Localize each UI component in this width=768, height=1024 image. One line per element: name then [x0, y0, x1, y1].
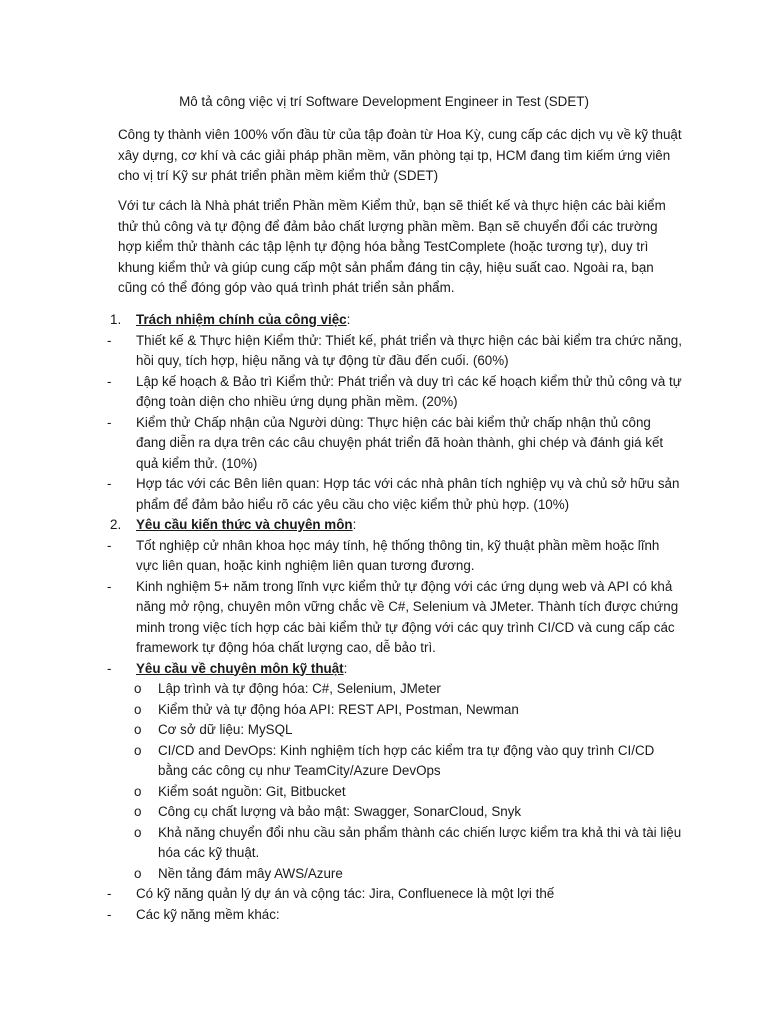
list-item-text: Kinh nghiệm 5+ năm trong lĩnh vực kiểm thử tự động với các ứng dụng web và API có khả năng mở rộng, chuyên môn vững chắc về C#, Selenium và JMeter. Thành tích được chứng minh trong việc tích hợp các bài kiểm thử tự động với các quy trình CI/CD và cung cấp các framework tự động hóa chất lượng cao, dễ bảo trì. — [136, 578, 679, 655]
section2-heading: 2. Yêu cầu kiến thức và chuyên môn: — [107, 515, 683, 536]
sub-list-item — [107, 782, 683, 803]
tech-heading: - Yêu cầu về chuyên môn kỹ thuật: — [107, 659, 683, 680]
sub-list-item — [107, 802, 683, 823]
list-item-text: Tốt nghiệp cử nhân khoa học máy tính, hệ thống thông tin, kỹ thuật phần mềm hoặc lĩnh vực liên quan, hoặc kinh nghiệm liên quan tương đương. — [136, 537, 660, 573]
sub-list-item — [107, 720, 683, 741]
list-item — [107, 577, 683, 659]
section-number: 2. — [110, 517, 122, 532]
list-item — [107, 536, 683, 577]
circle-marker: o — [134, 722, 142, 737]
dash-marker: - — [107, 414, 112, 430]
sub-list-item — [107, 700, 683, 721]
list-item-text: Lập kế hoạch & Bảo trì Kiểm thử: Phát triển và duy trì các kế hoạch kiểm thử thủ công và tự động toàn diện cho nhiều ứng dụng phần mềm. (20%) — [136, 373, 682, 409]
sub-list-item — [107, 823, 683, 864]
list-item — [107, 413, 683, 475]
dash-marker: - — [107, 906, 112, 922]
sub-item-text: Công cụ chất lượng và bảo mật: Swagger, SonarCloud, Snyk — [158, 804, 522, 819]
list-item-text: Hợp tác với các Bên liên quan: Hợp tác với các nhà phân tích nghiệp vụ và chủ sở hữu sản phẩm để đảm bảo hiểu rõ các yêu cầu cho việc kiểm thử phù hợp. (10%) — [136, 476, 680, 512]
intro-paragraph: Công ty thành viên 100% vốn đầu từ của tập đoàn từ Hoa Kỳ, cung cấp các dịch vụ về kỹ thuật xây dựng, cơ khí và các giải pháp phần mềm, văn phòng tại tp, HCM đang tìm kiếm ứng viên cho vị trí Kỹ sư phát triển phần mềm kiểm thử (SDET) — [118, 127, 682, 183]
circle-marker: o — [134, 865, 142, 881]
sub-item-text: Nền tảng đám mây AWS/Azure — [158, 865, 343, 881]
list-item — [107, 905, 683, 926]
circle-marker: o — [134, 783, 142, 799]
content-list — [107, 310, 683, 925]
sub-item-text: CI/CD and DevOps: Kinh nghiệm tích hợp các kiểm tra tự động vào quy trình CI/CD bằng các công cụ như TeamCity/Azure DevOps — [158, 742, 655, 778]
sub-item-text: Kiểm thử và tự động hóa API: REST API, Postman, Newman — [158, 701, 519, 717]
role-paragraph: Với tư cách là Nhà phát triển Phần mềm Kiểm thử, bạn sẽ thiết kế và thực hiện các bài kiểm thử thủ công và tự động để đảm bảo chất lượng phần mềm. Bạn sẽ chuyển đổi các trường hợp kiểm thử thành các tập lệnh tự động hóa bằng TestComplete (hoặc tương tự), duy trì khung kiểm thử và giúp cung cấp một sản phẩm đáng tin cậy, hiệu suất cao. Ngoài ra, bạn cũng có thể đóng góp vào quá trình phát triển sản phẩm. — [118, 198, 666, 295]
section-heading-text: Yêu cầu kiến thức và chuyên môn — [136, 517, 353, 532]
sub-item-text: Khả năng chuyển đổi nhu cầu sản phẩm thành các chiến lược kiểm tra khả thi và tài liệu hóa các kỹ thuật. — [158, 824, 682, 860]
list-item-text: Thiết kế & Thực hiện Kiểm thử: Thiết kế, phát triển và thực hiện các bài kiểm tra chức năng, hồi quy, tích hợp, hiệu năng và tự động từ đầu đến cuối. (60%) — [136, 332, 682, 368]
circle-marker: o — [134, 681, 142, 696]
dash-marker: - — [107, 476, 112, 491]
dash-marker: - — [107, 578, 112, 594]
sub-list-item — [107, 679, 683, 700]
circle-marker: o — [134, 804, 142, 819]
section-number: 1. — [110, 312, 122, 327]
tech-heading-text: Yêu cầu về chuyên môn kỹ thuật — [136, 660, 344, 676]
sub-list-item — [107, 741, 683, 782]
sub-list-item — [107, 864, 683, 885]
list-item-text: Có kỹ năng quản lý dự án và cộng tác: Jira, Confluenece là một lợi thế — [136, 886, 555, 901]
sub-item-text: Lập trình và tự động hóa: C#, Selenium, JMeter — [158, 681, 441, 696]
list-item-text: Kiểm thử Chấp nhận của Người dùng: Thực hiện các bài kiểm thử chấp nhận thủ công đang diễn ra dựa trên các câu chuyện phát triển đã hoàn thành, ghi chép và đánh giá kết quả kiểm thử. (10%) — [136, 414, 664, 471]
section-heading-text: Trách nhiệm chính của công việc — [136, 312, 347, 327]
list-item — [107, 474, 683, 515]
circle-marker: o — [134, 701, 142, 717]
list-item — [107, 331, 683, 372]
dash-marker: - — [107, 373, 112, 389]
sub-item-text: Cơ sở dữ liệu: MySQL — [158, 722, 293, 737]
dash-marker: - — [107, 537, 112, 553]
list-item — [107, 884, 683, 905]
list-item-text: Các kỹ năng mềm khác: — [136, 906, 280, 922]
section1-heading: 1. Trách nhiệm chính của công việc: — [107, 310, 683, 331]
dash-marker: - — [107, 660, 112, 676]
circle-marker: o — [134, 742, 142, 758]
dash-marker: - — [107, 886, 112, 901]
list-item — [107, 372, 683, 413]
circle-marker: o — [134, 824, 142, 840]
document-title: Mô tả công việc vị trí Software Development Engineer in Test (SDET) — [179, 94, 589, 109]
dash-marker: - — [107, 332, 112, 348]
sub-item-text: Kiểm soát nguồn: Git, Bitbucket — [158, 783, 346, 799]
